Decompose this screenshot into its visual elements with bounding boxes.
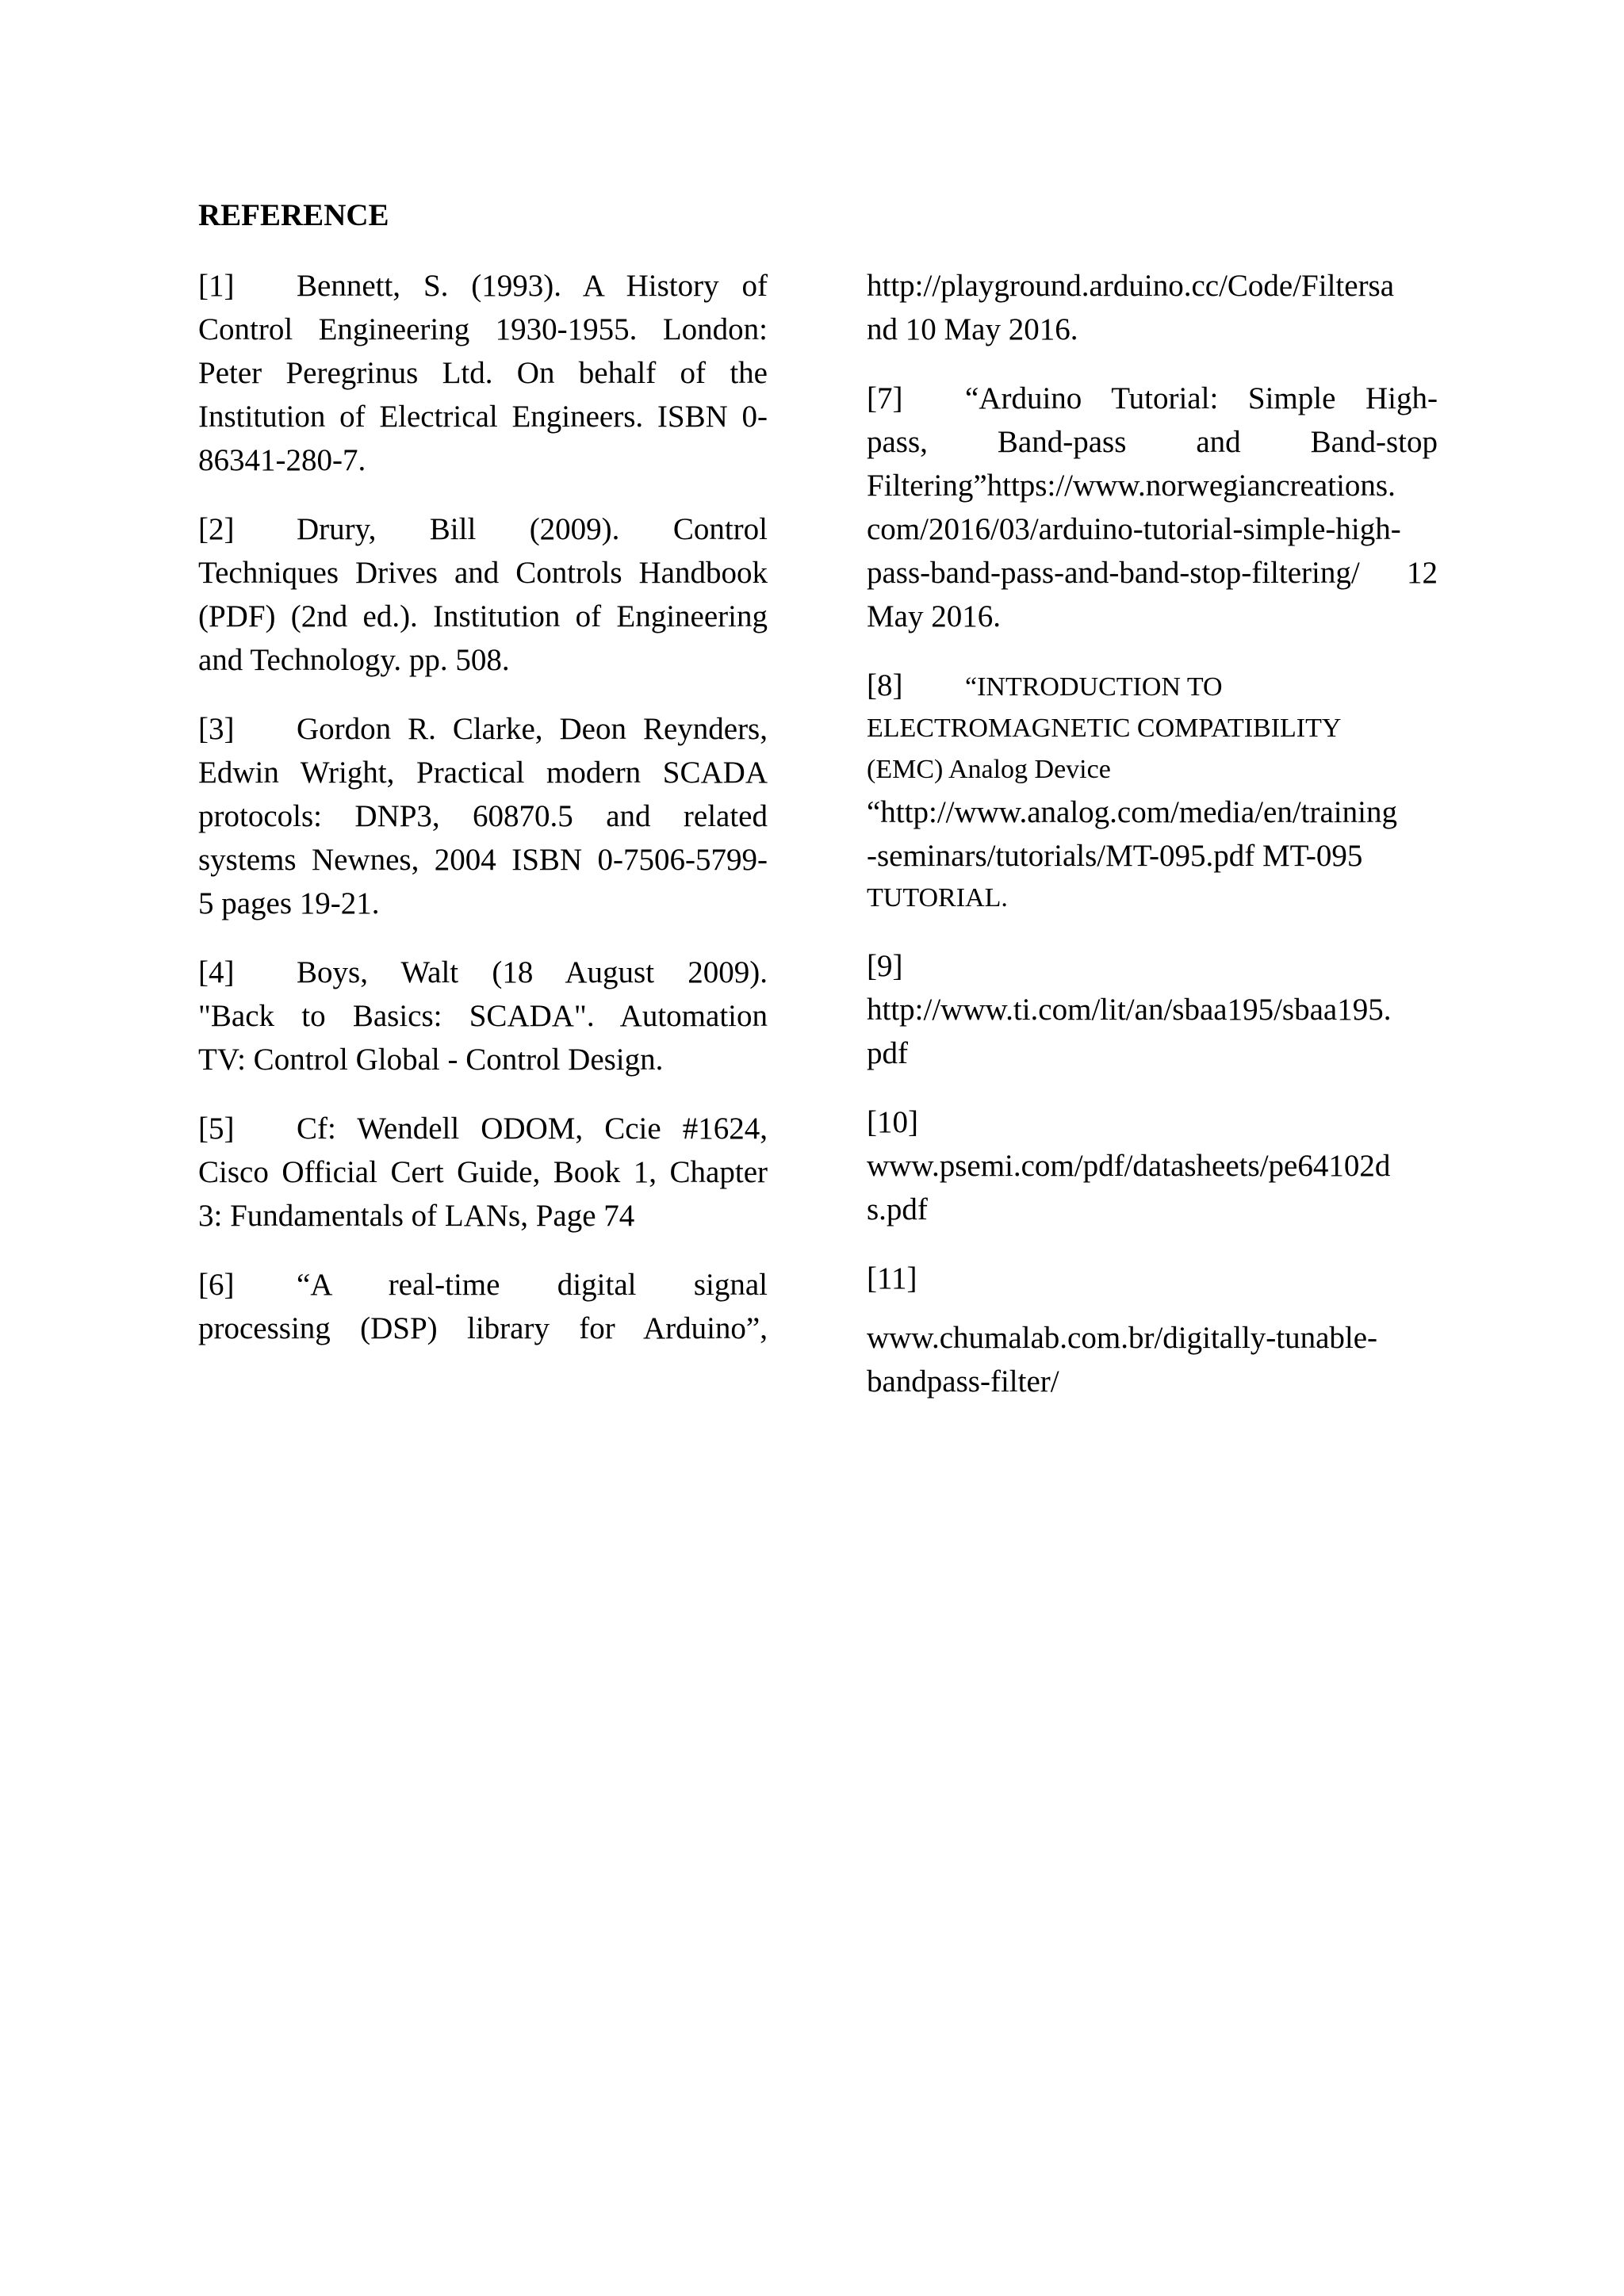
reference-text: 3: Fundamentals of LANs, Page 74 <box>198 1199 635 1233</box>
reference-number: [9] <box>867 949 903 983</box>
reference-text: "Back to Basics: SCADA". Automation <box>198 999 768 1033</box>
reference-text: processing (DSP) library for Arduino”, <box>198 1311 768 1345</box>
reference-text: Institution of Electrical Engineers. ISBN 0- <box>198 400 768 434</box>
reference-url: pass-band-pass-and-band-stop-filtering/ 12 <box>867 556 1438 590</box>
reference-text: May 2016. <box>867 599 1001 633</box>
reference-text: TUTORIAL. <box>867 883 1008 913</box>
reference-text: systems Newnes, 2004 ISBN 0-7506-5799- <box>198 843 768 877</box>
reference-text: protocols: DNP3, 60870.5 and related <box>198 799 768 833</box>
reference-text: ELECTROMAGNETIC COMPATIBILITY <box>867 714 1342 743</box>
reference-text: and Technology. pp. 508. <box>198 643 510 677</box>
reference-text: “A real-time digital signal <box>297 1268 768 1302</box>
reference-4 <box>198 951 768 1081</box>
reference-text: “INTRODUCTION TO <box>965 672 1223 702</box>
reference-text: TV: Control Global - Control Design. <box>198 1043 664 1077</box>
reference-number: [2] <box>198 512 235 546</box>
reference-text: 86341-280-7. <box>198 443 366 477</box>
reference-number: [11] <box>867 1261 917 1295</box>
reference-1 <box>198 264 768 482</box>
reference-text: (EMC) Analog Device <box>867 755 1111 784</box>
reference-text: Edwin Wright, Practical modern SCADA <box>198 756 768 790</box>
reference-number: [6] <box>198 1268 235 1302</box>
reference-8 <box>867 664 1438 919</box>
reference-text: Cf: Wendell ODOM, Ccie #1624, <box>297 1112 768 1146</box>
reference-url: pdf <box>867 1036 908 1070</box>
reference-url: bandpass-filter/ <box>867 1364 1059 1399</box>
reference-text: nd 10 May 2016. <box>867 312 1078 346</box>
reference-text: Techniques Drives and Controls Handbook <box>198 556 768 590</box>
reference-10 <box>867 1100 1438 1231</box>
reference-url: “http://www.analog.com/media/en/training <box>867 795 1397 829</box>
reference-url: http://playground.arduino.cc/Code/Filtersa <box>867 269 1395 303</box>
reference-text: Boys, Walt (18 August 2009). <box>297 955 768 989</box>
reference-number: [8] <box>867 668 903 702</box>
reference-url: com/2016/03/arduino-tutorial-simple-high- <box>867 512 1401 546</box>
reference-text: 5 pages 19-21. <box>198 886 380 920</box>
reference-text: Drury, Bill (2009). Control <box>297 512 768 546</box>
reference-number: [4] <box>198 955 235 989</box>
reference-text: Bennett, S. (1993). A History of <box>297 269 768 303</box>
reference-text: Gordon R. Clarke, Deon Reynders, <box>297 712 768 746</box>
reference-url: www.chumalab.com.br/digitally-tunable- <box>867 1321 1378 1355</box>
reference-url: Filtering”https://www.norwegiancreations. <box>867 469 1396 503</box>
reference-9 <box>867 944 1438 1075</box>
left-column <box>198 264 768 1376</box>
reference-number: [7] <box>867 381 903 415</box>
reference-text: Peter Peregrinus Ltd. On behalf of the <box>198 356 768 390</box>
reference-number: [10] <box>867 1105 918 1139</box>
reference-text: Cisco Official Cert Guide, Book 1, Chapter <box>198 1155 768 1189</box>
reference-6 <box>198 1263 768 1350</box>
reference-2 <box>198 507 768 682</box>
reference-url: http://www.ti.com/lit/an/sbaa195/sbaa195. <box>867 993 1392 1027</box>
reference-number: [3] <box>198 712 235 746</box>
reference-url: www.psemi.com/pdf/datasheets/pe64102d <box>867 1149 1391 1183</box>
reference-7 <box>867 377 1438 638</box>
reference-5 <box>198 1107 768 1238</box>
reference-number: [5] <box>198 1112 235 1146</box>
reference-3 <box>198 707 768 925</box>
right-column <box>867 264 1438 1429</box>
reference-6-continued <box>867 264 1438 351</box>
page-title: REFERENCE <box>198 198 389 232</box>
reference-url: s.pdf <box>867 1192 928 1226</box>
reference-text: “Arduino Tutorial: Simple High- <box>965 381 1438 415</box>
reference-text: Control Engineering 1930-1955. London: <box>198 312 768 346</box>
reference-11 <box>867 1257 1438 1403</box>
reference-number: [1] <box>198 269 235 303</box>
reference-url: -seminars/tutorials/MT-095.pdf MT-095 <box>867 839 1363 873</box>
reference-text: (PDF) (2nd ed.). Institution of Engineering <box>198 599 768 633</box>
reference-text: pass, Band-pass and Band-stop <box>867 425 1438 459</box>
